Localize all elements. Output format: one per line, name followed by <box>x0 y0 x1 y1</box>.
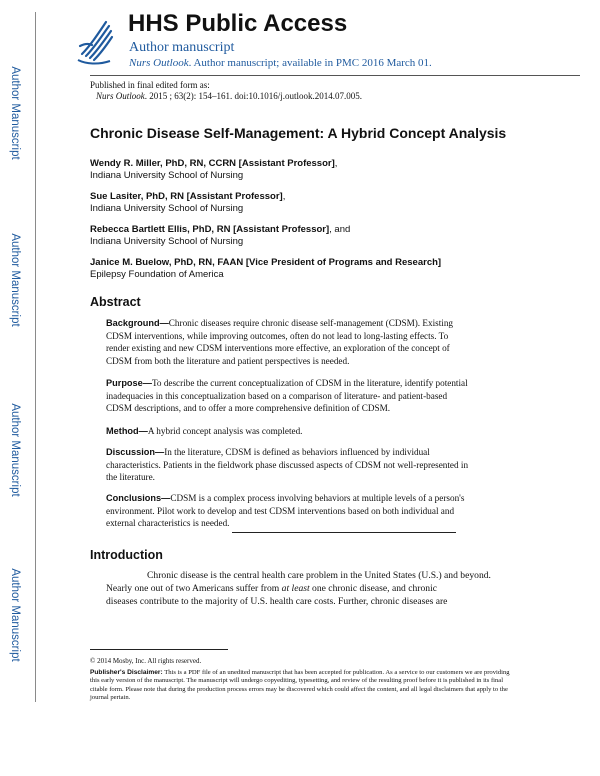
access-title: HHS Public Access <box>128 10 348 37</box>
section-text: inadequacies in this conceptualization based on a comparison of literature- and patient-based <box>106 390 448 401</box>
abstract-method <box>106 425 498 438</box>
sidebar-label-text: Author Manuscript <box>9 233 21 327</box>
sidebar-label-text: Author Manuscript <box>9 568 21 662</box>
section-text: A hybrid concept analysis was completed. <box>147 426 303 436</box>
section-text: CDSM from both the literature and patient perspectives is needed. <box>106 355 350 366</box>
intro-emphasis: at least <box>281 583 310 594</box>
section-text: To describe the current conceptualization of CDSM in the literature, identify potential <box>151 378 468 388</box>
section-text: CDSM is a complex process involving behaviors at multiple levels of a person's <box>170 493 465 503</box>
author-suffix: , <box>282 191 286 202</box>
author-name <box>90 158 337 169</box>
intro-line-2 <box>106 582 437 595</box>
manuscript-subtitle: Author manuscript <box>129 40 235 55</box>
section-label: Method— <box>106 426 148 436</box>
author-name <box>90 224 350 235</box>
abstract-divider <box>232 532 456 533</box>
citation-journal: Nurs Outlook <box>96 91 145 101</box>
disclaimer-text: This is a PDF file of an unedited manuscript that has been accepted for publication. As a service to our customers we are providing this early version of the manuscript. The manuscript will undergo copyediting, typesetting, and review of the resulting proof before it is published in its final citable form. Please note that during the production process errors may be discovered which could affect the content, and all legal disclaimers that apply to the journal pertain. <box>90 669 510 702</box>
sidebar-rule <box>35 12 36 702</box>
sidebar-label-4 <box>0 550 30 680</box>
author-affiliation: Indiana University School of Nursing <box>90 170 244 181</box>
author-affiliation: Indiana University School of Nursing <box>90 236 244 247</box>
sidebar-label-text: Author Manuscript <box>9 403 21 497</box>
section-text: Chronic diseases require chronic disease self-management (CDSM). Existing <box>168 318 454 328</box>
author-name <box>90 191 285 202</box>
abstract-purpose <box>106 377 498 415</box>
intro-text: Nearly one out of two Americans suffer from <box>106 583 282 594</box>
published-label: Published in final edited form as: <box>90 80 210 90</box>
abstract-discussion <box>106 446 498 484</box>
section-label: Discussion— <box>106 447 165 457</box>
sidebar-label-1 <box>0 48 30 178</box>
citation <box>96 91 362 101</box>
author-name <box>90 257 441 268</box>
journal-name: Nurs Outlook <box>129 57 189 69</box>
author-suffix: , <box>334 158 338 169</box>
sidebar-label-2 <box>0 215 30 345</box>
author-suffix: , and <box>329 224 351 235</box>
footnote-divider <box>90 649 228 650</box>
intro-line-1: Chronic disease is the central health care problem in the United States (U.S.) and beyond. <box>147 570 491 581</box>
section-text: environment. Pilot work to develop and test CDSM interventions based on both individual and <box>106 505 455 516</box>
intro-line-3: diseases contribute to the majority of U.S. health care costs. Further, chronic diseases are <box>106 596 448 607</box>
sidebar-label-text: Author Manuscript <box>9 66 21 160</box>
section-text: render existing and new CDSM interventions more effective, an exploration of the concept of <box>106 343 450 353</box>
header-divider <box>90 75 580 76</box>
section-text: external characteristics is needed. <box>106 518 230 528</box>
section-label: Conclusions— <box>106 493 171 503</box>
introduction-heading: Introduction <box>90 548 163 562</box>
author-affiliation: Epilepsy Foundation of America <box>90 269 224 280</box>
section-label: Purpose— <box>106 378 152 388</box>
section-text: In the literature, CDSM is defined as behaviors influenced by individual <box>164 447 430 457</box>
section-text: the literature. <box>106 472 155 482</box>
section-text: CDSM descriptions, and to offer a more comprehensive definition of CDSM. <box>106 403 391 413</box>
author-name-text: Wendy R. Miller, PhD, RN, CCRN [Assistant Professor] <box>90 158 335 169</box>
section-text: CDSM interventions, while improving outcomes, often do not lead to long-lasting effects. To <box>106 330 449 341</box>
availability-line <box>129 57 432 69</box>
section-label: Background— <box>106 318 169 328</box>
section-text: characteristics. Patients in the fieldwork phase discussed aspects of CDSM not well-represented in <box>106 459 469 470</box>
author-name-text: Janice M. Buelow, PhD, RN, FAAN [Vice President of Programs and Research] <box>90 257 442 268</box>
author-affiliation: Indiana University School of Nursing <box>90 203 244 214</box>
abstract-conclusions <box>106 492 498 530</box>
publisher-disclaimer <box>90 669 510 703</box>
author-name-text: Sue Lasiter, PhD, RN [Assistant Professor] <box>90 191 283 202</box>
intro-text: one chronic disease, and chronic <box>309 583 437 594</box>
citation-details: . 2015 ; 63(2): 154–161. doi:10.1016/j.outlook.2014.07.005. <box>144 91 363 101</box>
paper-title: Chronic Disease Self-Management: A Hybrid Concept Analysis <box>90 125 507 141</box>
abstract-background <box>106 317 498 367</box>
hhs-eagle-logo-icon <box>76 16 116 68</box>
disclaimer-label: Publisher's Disclaimer: <box>90 669 163 676</box>
author-name-text: Rebecca Bartlett Ellis, PhD, RN [Assistant Professor] <box>90 224 330 235</box>
sidebar-label-3 <box>0 385 30 515</box>
abstract-heading: Abstract <box>90 295 141 309</box>
availability-text: . Author manuscript; available in PMC 2016 March 01. <box>188 57 432 69</box>
copyright-notice: © 2014 Mosby, Inc. All rights reserved. <box>90 657 202 665</box>
